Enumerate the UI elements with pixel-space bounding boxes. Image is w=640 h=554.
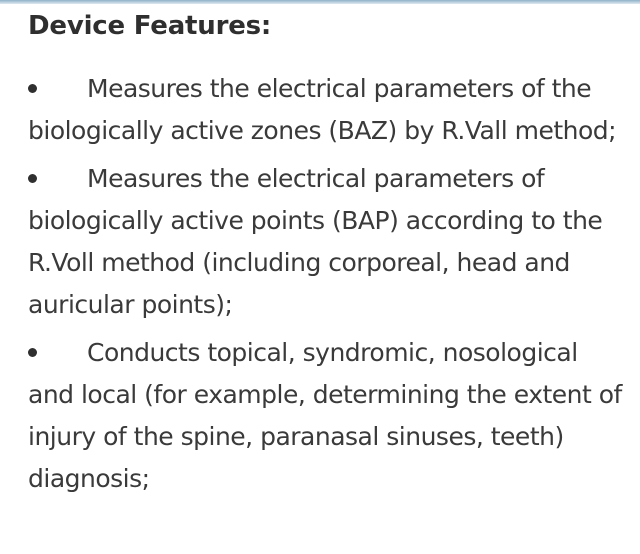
bullet-icon: [28, 84, 37, 93]
list-item: [28, 68, 628, 152]
section-heading: Device Features:: [28, 11, 272, 41]
list-item: [28, 158, 628, 326]
feature-text: Conducts topical, syndromic, nosological and local (for example, determining the extent of injury of the spine, paranasal sinuses, teeth) diagnosis;: [28, 338, 622, 493]
list-item: [28, 332, 628, 500]
feature-section: [28, 8, 628, 506]
bullet-icon: [28, 174, 37, 183]
feature-text: Measures the electrical parameters of biologically active points (BAP) according to the R.Voll method (including corporeal, head and auricular points);: [28, 164, 603, 319]
feature-list: [28, 68, 628, 500]
bullet-icon: [28, 348, 37, 357]
feature-text: Measures the electrical parameters of the biologically active zones (BAZ) by R.Vall method;: [28, 74, 617, 145]
top-divider: [0, 0, 640, 4]
